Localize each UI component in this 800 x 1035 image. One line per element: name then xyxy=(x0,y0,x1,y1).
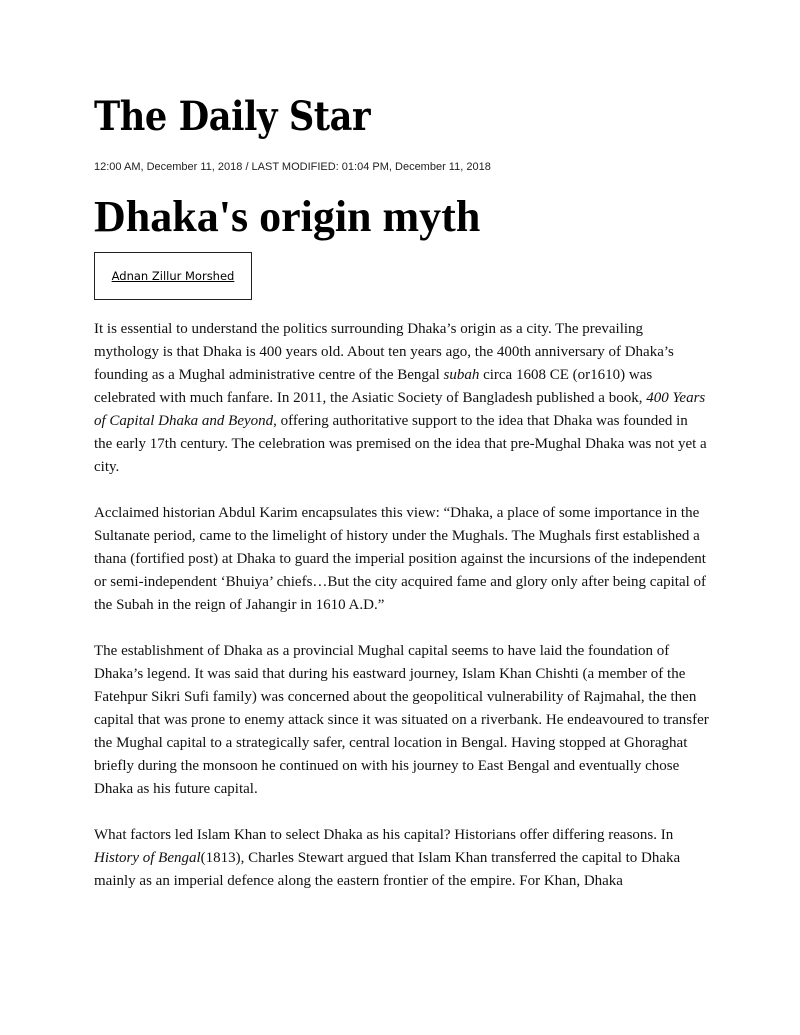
author-link[interactable]: Adnan Zillur Morshed xyxy=(111,269,235,283)
paragraph-3: The establishment of Dhaka as a provincial Mughal capital seems to have laid the foundation of Dhaka’s legend. It was said that during his eastward journey, Islam Khan Chishti (a member of the Fatehpur Sikri Sufi family) was concerned about the geopolitical vulnerability of Rajmahal, the then capital that was prone to enemy attack since it was situated on a riverbank. He endeavoured to transfer the Mughal capital to a strategically safer, central location in Bengal. Having stopped at Ghoraghat briefly during the monsoon he continued on with his journey to East Bengal and eventually chose Dhaka as his future capital. xyxy=(94,643,709,797)
paragraph-1: It is essential to understand the politics surrounding Dhaka’s origin as a city. The prevailing mythology is that Dhaka is 400 years old. About ten years ago, the 400th anniversary of Dhaka’s founding as a Mughal administrative centre of the Bengal subah circa 1608 CE (or1610) was celebrated with much fanfare. In 2011, the Asiatic Society of Bangladesh published a book, 400 Years of Capital Dhaka and Beyond, offering authoritative support to the idea that Dhaka was founded in the early 17th century. The celebration was premised on the idea that pre-Mughal Dhaka was not yet a city. xyxy=(94,321,707,475)
site-logo[interactable]: The Daily Star xyxy=(94,93,371,140)
italic-term: subah xyxy=(443,367,480,383)
byline-box xyxy=(94,252,252,300)
paragraph-2: Acclaimed historian Abdul Karim encapsulates this view: “Dhaka, a place of some importance in the Sultanate period, came to the limelight of history under the Mughals. The Mughals first established a thana (fortified post) at Dhaka to guard the imperial position against the incursions of the independent or semi-independent ‘Bhuiya’ chiefs…But the city acquired fame and glory only after being capital of the Subah in the reign of Jahangir in 1610 A.D.” xyxy=(94,505,707,613)
article-title: Dhaka's origin myth xyxy=(94,192,481,241)
article-timestamp: 12:00 AM, December 11, 2018 / LAST MODIFIED: 01:04 PM, December 11, 2018 xyxy=(94,161,491,173)
paragraph-4: What factors led Islam Khan to select Dhaka as his capital? Historians offer differing reasons. In History of Bengal(1813), Charles Stewart argued that Islam Khan transferred the capital to Dhaka mainly as an imperial defence along the eastern frontier of the empire. For Khan, Dhaka xyxy=(94,827,681,889)
book-title: History of Bengal xyxy=(94,850,201,866)
book-title: 400 Years of Capital Dhaka and Beyond xyxy=(94,390,706,429)
article-body xyxy=(94,318,709,916)
